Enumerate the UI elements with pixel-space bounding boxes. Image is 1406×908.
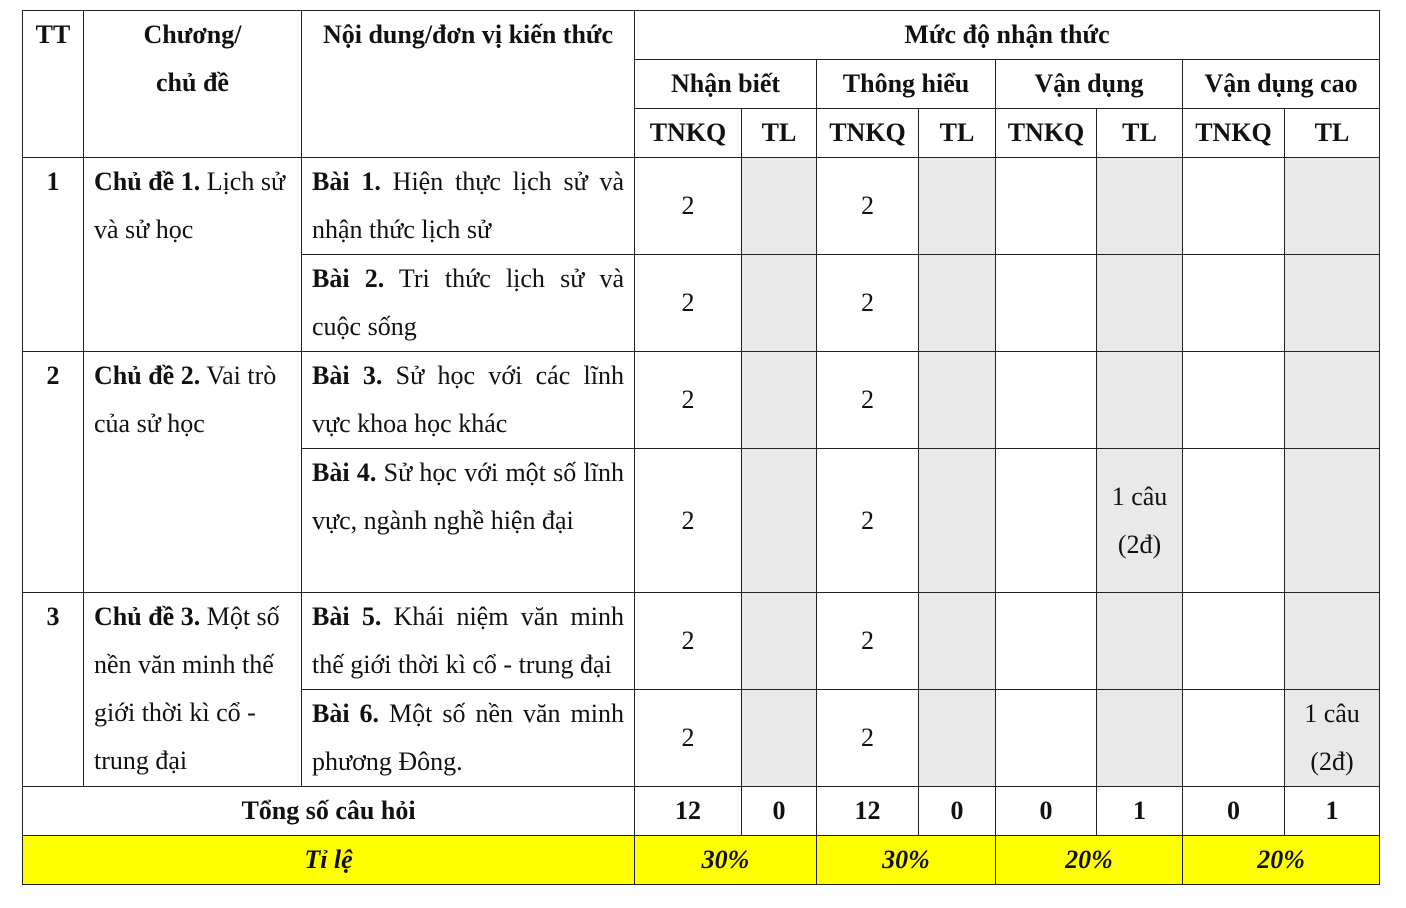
cell-vdc-tnkq [1183,690,1285,787]
topic-name [84,158,302,352]
level-van-dung: Vận dụng [996,60,1183,109]
total-th-tl: 0 [919,787,996,836]
sub-header-tl: TL [1097,109,1183,158]
cell-th-tnkq: 2 [817,255,919,352]
cell-vd-tl: 1 câu (2đ) [1097,449,1183,593]
lesson-title-rest: Khái niệm văn minh thế giới thời kì cổ - trung đại [312,602,624,679]
cell-nb-tnkq: 2 [635,449,742,593]
level-thong-hieu: Thông hiểu [817,60,996,109]
cell-vd-tnkq [996,690,1097,787]
cell-nb-tl [742,449,817,593]
cell-vd-tl [1097,158,1183,255]
cell-vd-tnkq [996,449,1097,593]
lesson-name [302,690,635,787]
cell-vdc-tnkq [1183,593,1285,690]
total-vd-tl: 1 [1097,787,1183,836]
lesson-title: Bài 4. [312,458,377,487]
cell-vdc-tl [1285,158,1380,255]
cell-vdc-tl [1285,449,1380,593]
table-row [23,593,1380,690]
cell-vdc-tl [1285,255,1380,352]
topic-number: 2 [23,352,84,593]
topic-title-rest: Vai trò của sử học [94,361,277,438]
lesson-name [302,449,635,593]
chapter-header-line1: Chương/ [143,20,242,49]
knowledge-matrix-table [22,10,1380,885]
cell-vdc-tl: 1 câu (2đ) [1285,690,1380,787]
cell-nb-tl [742,690,817,787]
cell-vdc-tnkq [1183,255,1285,352]
topic-title: Chủ đề 2. [94,361,201,390]
col-header-levels: Mức độ nhận thức [635,11,1380,60]
lesson-name [302,255,635,352]
cell-nb-tnkq: 2 [635,255,742,352]
cell-vdc-tnkq [1183,449,1285,593]
cell-vdc-tnkq [1183,352,1285,449]
lesson-name [302,593,635,690]
total-row [23,787,1380,836]
total-nb-tnkq: 12 [635,787,742,836]
total-label: Tổng số câu hỏi [23,787,635,836]
topic-number: 3 [23,593,84,787]
sub-header-tnkq: TNKQ [817,109,919,158]
cell-nb-tnkq: 2 [635,593,742,690]
cell-vd-tl [1097,352,1183,449]
ratio-label: Tỉ lệ [23,836,635,885]
topic-title: Chủ đề 3. [94,602,201,631]
cell-nb-tnkq: 2 [635,158,742,255]
lesson-title: Bài 6. [312,699,380,728]
cell-nb-tnkq: 2 [635,690,742,787]
topic-name [84,593,302,787]
cell-th-tnkq: 2 [817,158,919,255]
cell-vdc-tl [1285,352,1380,449]
level-nhan-biet: Nhận biết [635,60,817,109]
sub-header-tnkq: TNKQ [996,109,1097,158]
cell-th-tl [919,449,996,593]
sub-header-tl: TL [742,109,817,158]
cell-vd-tnkq [996,255,1097,352]
lesson-title-rest: Tri thức lịch sử và cuộc sống [312,264,624,341]
topic-title-rest: Một số nền văn minh thế giới thời kì cổ - trung đại [94,602,280,775]
cell-nb-tl [742,158,817,255]
table-row [23,158,1380,255]
cell-vd-tnkq [996,593,1097,690]
cell-nb-tnkq: 2 [635,352,742,449]
lesson-title-rest: Một số nền văn minh phương Đông. [312,699,624,776]
topic-title-rest: Lịch sử và sử học [94,167,286,244]
ratio-thong-hieu: 30% [817,836,996,885]
cell-vd-tl [1097,690,1183,787]
lesson-title: Bài 1. [312,167,381,196]
cell-vd-tl [1097,255,1183,352]
cell-th-tl [919,255,996,352]
cell-vd-tnkq [996,352,1097,449]
total-th-tnkq: 12 [817,787,919,836]
col-header-tt: TT [23,11,84,158]
table-row [23,352,1380,449]
cell-th-tl [919,352,996,449]
sub-header-tl: TL [1285,109,1380,158]
total-vdc-tl: 1 [1285,787,1380,836]
cell-th-tl [919,158,996,255]
header-row-1 [23,11,1380,60]
lesson-title: Bài 5. [312,602,382,631]
ratio-van-dung-cao: 20% [1183,836,1380,885]
total-vd-tnkq: 0 [996,787,1097,836]
total-nb-tl: 0 [742,787,817,836]
lesson-title-rest: Sử học với một số lĩnh vực, ngành nghề hiện đại [312,458,625,535]
lesson-name [302,158,635,255]
col-header-chapter [84,11,302,158]
cell-nb-tl [742,593,817,690]
topic-number: 1 [23,158,84,352]
topic-name [84,352,302,593]
ratio-nhan-biet: 30% [635,836,817,885]
cell-th-tl [919,690,996,787]
cell-vd-tl [1097,593,1183,690]
cell-vdc-tl [1285,593,1380,690]
cell-th-tnkq: 2 [817,690,919,787]
total-vdc-tnkq: 0 [1183,787,1285,836]
col-header-content: Nội dung/đơn vị kiến thức [302,11,635,158]
cell-vdc-tnkq [1183,158,1285,255]
cell-vd-tnkq [996,158,1097,255]
ratio-van-dung: 20% [996,836,1183,885]
lesson-title-rest: Hiện thực lịch sử và nhận thức lịch sử [312,167,624,244]
lesson-title: Bài 3. [312,361,383,390]
topic-title: Chủ đề 1. [94,167,201,196]
cell-nb-tl [742,255,817,352]
lesson-title: Bài 2. [312,264,385,293]
chapter-header-line2: chủ đề [156,68,229,97]
sub-header-tnkq: TNKQ [635,109,742,158]
cell-th-tnkq: 2 [817,352,919,449]
lesson-name [302,352,635,449]
level-van-dung-cao: Vận dụng cao [1183,60,1380,109]
ratio-row [23,836,1380,885]
sub-header-tnkq: TNKQ [1183,109,1285,158]
lesson-title-rest: Sử học với các lĩnh vực khoa học khác [312,361,624,438]
cell-th-tl [919,593,996,690]
cell-th-tnkq: 2 [817,593,919,690]
sub-header-tl: TL [919,109,996,158]
cell-th-tnkq: 2 [817,449,919,593]
cell-nb-tl [742,352,817,449]
